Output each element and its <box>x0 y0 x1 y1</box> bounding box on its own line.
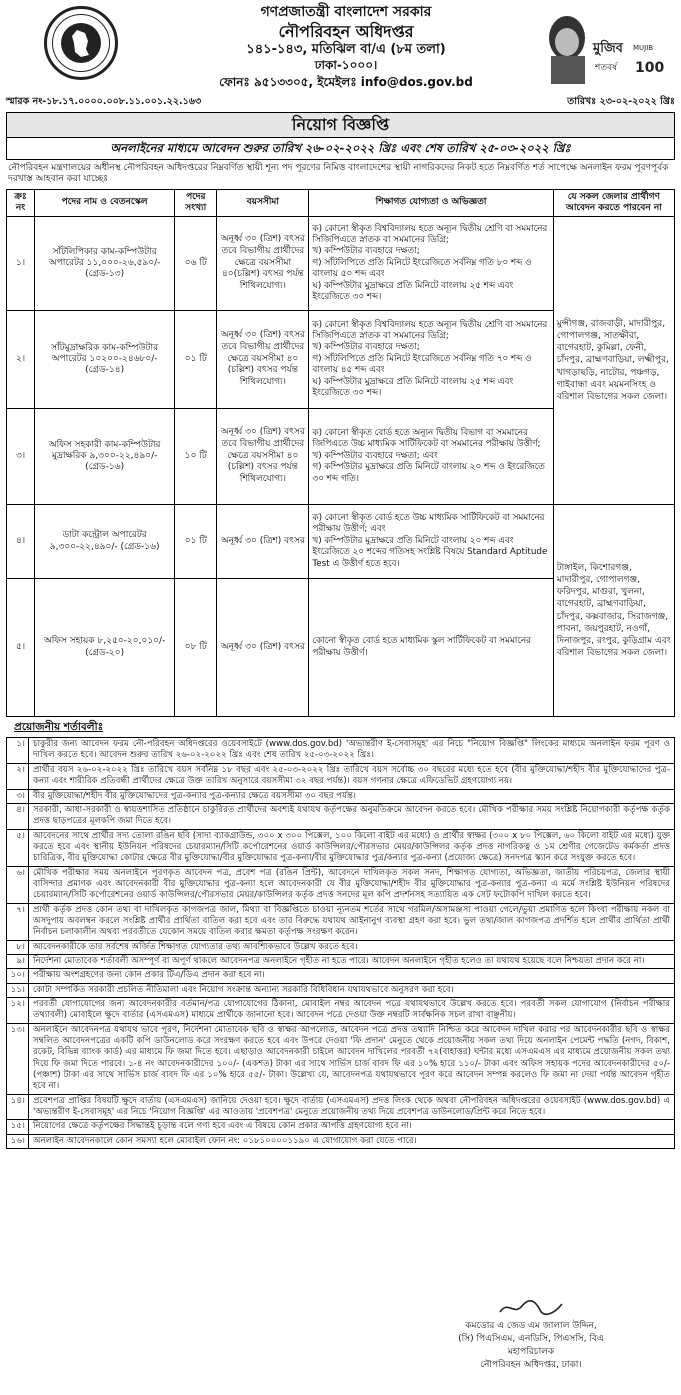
table-header-row <box>7 189 675 217</box>
header-serial: ক্রঃ নং <box>7 189 35 217</box>
condition-item: ১২। পরবর্তী যোগাযোগের জন্য আবেদনকারীর বর্তমান/পত্র যোগাযোগের ঠিকানা, মোবাইল নম্বর আবেদন পত্রে যথাযথভাবে উল্লেখ করতে হবে। পরবর্তী সকল যোগাযোগ (নির্বাচন পরীক্ষার তথ্যাবলী) মোবাইলে ক্ষুদে বার্তার (এসএমএস) মাধ্যমে প্রার্থীকে জানানো হবে। আবেদন পত্রে দেওয়া উক্ত নম্বরটি সার্বক্ষনিক সচল রাখা বাঞ্ছনীয়। <box>7 998 675 1024</box>
signature-mark <box>496 1298 566 1318</box>
condition-item: ৫। আবেদনের সাথে প্রার্থীর সদ্য তোলা রঙিন ছবি (সাদা ব্যাকগ্রাউন্ড, ৩০০ x ৩০০ পিক্সেল, ১০০ কিলো বাইট এর মধ্যে) ও প্রার্থীর স্বাক্ষর (৩০০ x ৮০ পিক্সেল, ৬০ কিলো বাইট এর মধ্যে) যুক্ত করতে হবে এবং স্থানীয় ইউনিয়ন পরিষদের চেয়ারম্যান/সিটি কর্পোরেশনের ওয়ার্ড কাউন্সিলর/পৌরসভার মেয়র/কাউন্সিলর কর্তৃক প্রদত্ত নাগরিকত্ব ও ১ম শ্রেণীর গেজেটেড কর্মকর্তা প্রদত্ত চারিত্রিক, বীর মুক্তিযোদ্ধা কোটার ক্ষেত্রে বীর মুক্তিযোদ্ধা/বীর মুক্তিযোদ্ধার পুত্র-কন্যা/বীর মুক্তিযোদ্ধার পুত্র/কন্যার পুত্র-কন্যা (প্রযোজ্য ক্ষেত্রে) সনদপত্র স্ক্যান করে সংযুক্ত করতে হবে। <box>7 830 675 867</box>
header-qualification: শিক্ষাগত যোগ্যতা ও অভিজ্ঞতা <box>309 189 553 217</box>
conditions-list <box>6 737 675 1149</box>
row-qualification: কোনো স্বীকৃত বোর্ড হতে মাধ্যমিক স্কুল সার্টিফিকেট বা সমমানের পরীক্ষায় উত্তীর্ণ। <box>309 579 553 717</box>
row-post-name: অফিস সহকারী কাম-কম্পিউটার মুদ্রাক্ষরিক ৯,৩০০-২২,৪৯০/- (গ্রেড-১৬) <box>35 409 175 505</box>
condition-item: ১০। পরীক্ষায় অংশগ্রহণের জন্য কোন প্রকার টিএ/ডিএ প্রদান করা হবে না। <box>7 969 675 983</box>
condition-item: ৯। নির্দেশনা মোতাবেক শর্তাবলী অসম্পূর্ণ বা অপূর্ণ থাকলে আবেদনপত্র অনলাইনে গৃহীত না হতে পারে। আবেদন অনলাইনে গৃহীত হলেও তা যথাযথ হয়েছে বলে নিশ্চয়তা প্রদান করে না। <box>7 955 675 969</box>
vacancy-table <box>6 189 675 718</box>
row-post-count: ০১ টি <box>175 505 217 579</box>
table-row <box>7 217 675 311</box>
header-excluded-districts: যে সকল জেলার প্রার্থীগণ আবেদন করতে পারবেন না <box>553 189 674 217</box>
signatory-credentials: (সি) পিএসিএম, এনডিসি, পিএসসি, বিএ <box>458 1334 604 1345</box>
government-seal-icon <box>44 6 118 80</box>
row-qualification: ক) কোনো স্বীকৃত বিশ্ববিদ্যালয় হতে অন্যূন দ্বিতীয় শ্রেণি বা সমমানের সিজিপিএতে স্নাতক বা সমমানের ডিগ্রি; খ) কম্পিউটার ব্যবহারে দক্ষতা; গ) সাঁটলিপিতে প্রতি মিনিটে ইংরেজিতে সর্বনিম্ন গতি ৭০ শব্দ ও বাংলায় ৪৫ শব্দ এবং ঘ) কম্পিউটার মুদ্রাক্ষরে প্রতি মিনিটে বাংলায় ২৫ শব্দ এবং ইংরেজিতে ৩০ শব্দ। <box>309 311 553 409</box>
condition-item: ৭। প্রার্থী কর্তৃক প্রদত্ত কোন তথ্য বা দাখিলকৃত কাগজপত্র জাল, মিথ্যা বা বিজ্ঞপ্তিতে চাওয়া ন্যূনতম শর্তের সাথে গরমিল/অসামঞ্জস্য পাওয়া গেলে/ভুয়া প্রমাণিত হলে কিংবা পরীক্ষায় নকল বা অসদুপায় অবলম্বন করলে সংশ্লিষ্ট প্রার্থীর প্রার্থিতা বাতিল করা হবে এবং তার বিরুদ্ধে যথাযথ আইনানুগ ব্যবস্থা গ্রহণ করা হবে। ভুল তথ্য/জাল কাগজপত্র প্রদর্শিত হলে প্রার্থীর প্রার্থিতা প্রার্থী নির্বাচন চলাকালীন অথবা পরবর্তীতে যেকোন সময়ে বাতিল করার ক্ষমতা কর্তৃপক্ষ সংরক্ষণ করেন। <box>7 904 675 941</box>
row-serial: ৫। <box>7 579 35 717</box>
row-qualification: ক) কোনো স্বীকৃত বোর্ড হতে উচ্চ মাধ্যমিক সার্টিফিকেট বা সমমানের পরীক্ষায় উত্তীর্ণ; এবং খ) কম্পিউটার মুদ্রাক্ষরে প্রতি মিনিটে বাংলায় ২০ শব্দ এবং ইংরেজিতে ২০ শব্দের গতিসহ সংশ্লিষ্ট বিষয়ে Standard Aptitude Test এ উত্তীর্ণ হতে হবে। <box>309 505 553 579</box>
row-age-limit: অনূর্ধ্ব ৩০ (ত্রিশ) বৎসর তবে বিভাগীয় প্রার্থীদের ক্ষেত্রে বয়সসীমা ৪০ (চল্লিশ) বৎসর পর্যন্ত শিথিলযোগ্য। <box>217 409 309 505</box>
signature-block <box>411 1298 651 1372</box>
mujib-centenary-logo <box>537 8 667 86</box>
row-post-name: অফিস সহায়ক ৮,২৫০-২০,০১০/- (গ্রেড-২০) <box>35 579 175 717</box>
svg-text:শতবর্ষ: শতবর্ষ <box>595 63 618 73</box>
row-age-limit: অনূর্ধ্ব ৩০ (ত্রিশ) বৎসর <box>217 505 309 579</box>
memo-number: স্মারক নং-১৮.১৭.০০০০.০০৮.১১.০০১.২২.১৬৩ <box>6 96 202 107</box>
signatory-name: কমডোর এ জেড এম জালাল উদ্দিন, <box>465 1321 597 1331</box>
row-age-limit: অনূর্ধ্ব ৩০ (ত্রিশ) বৎসর তবে বিভাগীয় প্রার্থীদের ক্ষেত্রে বয়সসীমা ৪০(চল্লিশ) বৎসর পর্যন্ত শিথিলযোগ্য। <box>217 217 309 311</box>
svg-text:MUJIB: MUJIB <box>633 44 654 52</box>
condition-item: ৩। বীর মুক্তিযোদ্ধা/শহীদ বীর মুক্তিযোদ্ধাদের পুত্র-কন্যার পুত্র-কন্যার ক্ষেত্রে বয়সসীমা ৩০ বছর পর্যন্ত। <box>7 790 675 804</box>
row-post-name: ডাটা কন্ট্রোল অপারেটর ৯,৩০০-২২,৪৯০/- (গ্রেড-১৬) <box>35 505 175 579</box>
letterhead <box>6 0 675 110</box>
row-age-limit: অনূর্ধ্ব ৩০ (ত্রিশ) বৎসর তবে বিভাগীয় প্রার্থীদের ক্ষেত্রে বয়সসীমা ৪০ (চল্লিশ) বৎসর পর্যন্ত শিথিলযোগ্য। <box>217 311 309 409</box>
header-post-name: পদের নাম ও বেতনস্কেল <box>35 189 175 217</box>
svg-text:মুজিব: মুজিব <box>593 41 623 56</box>
application-dates: অনলাইনের মাধ্যমে আবেদন শুরুর তারিখ ২৬-০২-২০২২ খ্রিঃ এবং শেষ তারিখ ২৫-০৩-২০২২ খ্রিঃ <box>6 138 675 160</box>
condition-item: ১। চাকুরীর জন্য আবেদন ফরম নৌ-পরিবহন অধিদপ্তরের ওয়েবসাইটে (www.dos.gov.bd) 'অভ্যন্তরীণ ই-সেবাসমূহ' এর নিচে "নিয়োগ বিজ্ঞপ্তি" লিংকের মাধ্যমে অনলাইন ফরম পূরণ ও দাখিল করতে হবে। আবেদন শুরুর তারিখ ২৬-০২-২০২২ খ্রিঃ এবং শেষ তারিখ ২৫-০৩-২০২২ খ্রিঃ। <box>7 738 675 764</box>
contact-info: ফোনঃ ৯৫১৩৩০৫, ইমেইলঃ info@dos.gov.bd <box>219 74 473 89</box>
excluded-districts-group-1: মুন্সীগঞ্জ, রাজবাড়ী, মাদারীপুর, গোপালগঞ্জ, সাতক্ষীরা, বাগেরহাট, কুমিল্লা, ফেনী, চাঁদপুর, ব্রাহ্মণবাড়িয়া, লক্ষ্মীপুর, খাগড়াছড়ি, নাটোর, পঞ্চগড়, গাইবান্ধা এবং ময়মনসিংহ ও বরিশাল বিভাগের সকল জেলা। <box>553 217 674 505</box>
row-serial: ৩। <box>7 409 35 505</box>
row-post-name: সাঁটমুদ্রাক্ষরিক কাম-কম্পিউটার অপারেটর ১০২০০-২৪৬৮০/- (গ্রেড-১৪) <box>35 311 175 409</box>
condition-item: ৪। সরকারী, আধা-সরকারী ও স্বায়ত্তশাসিত প্রতিষ্ঠানে চাকুরিরত প্রার্থীদের অবশ্যই যথাযথ কর্তৃপক্ষের অনুমতিক্রমে আবেদন করতে হবে। মৌখিক পরীক্ষার সময় সংশ্লিষ্ট নিয়োগকারী কর্তৃপক্ষ কর্তৃক প্রদত্ত ছাড়পত্রের মূলকপি জমা দিতে হবে। <box>7 804 675 830</box>
row-post-name: সাঁটলিপিকার কাম-কম্পিউটার অপারেটর ১১,০০০-২৬,৫৯০/- (গ্রেড-১৩) <box>35 217 175 311</box>
row-serial: ৪। <box>7 505 35 579</box>
row-qualification: ক) কোনো স্বীকৃত বোর্ড হতে অন্যূন দ্বিতীয় বিভাগ বা সমমানের জিপিএতে উচ্চ মাধ্যমিক সার্টিফিকেট বা সমমানের পরীক্ষায় উত্তীর্ণ; খ) কম্পিউটার ব্যবহারে দক্ষতা; এবং গ) কম্পিউটার মুদ্রাক্ষরে প্রতি মিনিটে বাংলায় ২০ শব্দ ও ইংরেজিতে ৩০ শব্দ গতি। <box>309 409 553 505</box>
signatory-office: নৌপরিবহন অধিদপ্তর, ঢাকা। <box>480 1360 582 1371</box>
condition-item: ১৬। অনলাইন আবেদনকালে কোন সমস্যা হলে মোবাইল ফোন নং: ০১৮১০০০০১১৯০ এ যোগাযোগ করা যেতে পারে। <box>7 1135 675 1149</box>
office-address: ১৪১-১৪৩, মতিঝিল বা/এ (৮ম তলা) <box>246 41 446 57</box>
condition-item: ৮। আবেদনকারীকে তার সর্বশেষ অর্জিত শিক্ষাগত যোগ্যতার তথ্য আবশ্যিকভাবে উল্লেখ করতে হবে। <box>7 941 675 955</box>
memo-date: তারিখঃ ২৩-০২-২০২২ খ্রিঃ <box>567 96 675 107</box>
condition-item: ১৪। প্রবেশপত্র প্রাপ্তির বিষয়টি ক্ষুদে বার্তায় (এসএমএস) জানিয়ে দেওয়া হবে। ক্ষুদে বার্তায় (এসএমএস) প্রদত্ত লিংক থেকে অথবা নৌপরিবহন অধিদপ্তরের ওয়েবসাইট (www.dos.gov.bd) এ 'অভ্যন্তরীণ ই-সেবাসমূহ' এর নিচে 'নিয়োগ বিজ্ঞপ্তি' এর আওতায় 'প্রবেশপত্র' মেনুতে প্রয়োজনীয় তথ্য দিয়ে প্রবেশপত্র ডাউনলোড/প্রিন্ট করে নিতে হবে। <box>7 1095 675 1121</box>
department-name: নৌপরিবহন অধিদপ্তর <box>278 21 414 41</box>
svg-text:100: 100 <box>635 60 665 76</box>
row-post-count: ০৬ টি <box>175 217 217 311</box>
table-row <box>7 505 675 579</box>
row-serial: ১। <box>7 217 35 311</box>
condition-item: ১৫। নিয়োগের ক্ষেত্রে কর্তৃপক্ষের সিদ্ধান্তই চূড়ান্ত বলে গণ্য হবে এবং এ বিষয়ে কোন প্রকার আপত্তি গ্রহণযোগ্য হবে না। <box>7 1120 675 1134</box>
notice-title: নিয়োগ বিজ্ঞপ্তি <box>6 112 675 138</box>
excluded-districts-group-2: টাঙ্গাইল, কিশোরগঞ্জ, মাদারীপুর, গোপালগঞ্জ, ফরিদপুর, মাগুরা, খুলনা, বাগেরহাট, ব্রাহ্মণবাড়িয়া, চাঁদপুর, কক্সবাজার, সিরাজগঞ্জ, পাবনা, জয়পুরহাট, নওগাঁ, দিনাজপুর, রংপুর, কুড়িগ্রাম এবং বরিশাল বিভাগের সকল জেলা। <box>553 505 674 717</box>
notice-intro: নৌপরিবহন মন্ত্রণালয়ের অধীনস্থ নৌপরিবহন অধিদপ্তরের নিম্নবর্ণিত স্থায়ী শূন্য পদ পূরণের নিমিত্ত বাংলাদেশের স্থায়ী নাগরিকদের নিকট হতে নিম্নবর্ণিত শর্ত সাপেক্ষে অনলাইন ফরম পূরণপূর্বক দরখাস্ত আহবান করা যাচ্ছেঃ <box>8 163 669 185</box>
condition-item: ১১। কোটা সম্পর্কিত সরকারী প্রচলিত নীতিমালা এবং নিয়োগ সংক্রান্ত অন্যান্য সরকারি বিধিবিধান যথাযথভাবে অনুসরণ করা হবে। <box>7 984 675 998</box>
row-qualification: ক) কোনো স্বীকৃত বিশ্ববিদ্যালয় হতে অন্যূন দ্বিতীয় শ্রেণি বা সমমানের সিজিপিএতে স্নাতক বা সমমানের ডিগ্রি; খ) কম্পিউটার ব্যবহারে দক্ষতা; গ) সাঁটলিপিতে প্রতি মিনিটে ইংরেজিতে সর্বনিম্ন গতি ৮০ শব্দ ও বাংলায় ৫০ শব্দ এবং ঘ) কম্পিউটার মুদ্রাক্ষরে প্রতি মিনিটে বাংলায় ২৫ শব্দ এবং ইংরেজিতে ৩০ শব্দ। <box>309 217 553 311</box>
condition-item: ৬। মৌখিক পরীক্ষার সময় অনলাইনে পূরণকৃত আবেদন পত্র, প্রবেশ পত্র (রঙিন প্রিন্ট), আবেদনে দাখিলকৃত সকল সনদ, শিক্ষাগত যোগ্যতা, অভিজ্ঞতা, জাতীয় পরিচয়পত্র, জেলার স্থায়ী বাসিন্দার প্রমাণক এবং আবেদনকারী বীর মুক্তিযোদ্ধার পুত্র-কন্যা হলে আবেদনকারী যে বীর মুক্তিযোদ্ধা/শহীদ বীর মুক্তিযোদ্ধার পুত্র-কন্যার পুত্র-কন্যা এ মর্মে সংশ্লিষ্ট ইউনিয়ন পরিষদের চেয়ারম্যান/সিটি কর্পোরেশনের ওয়ার্ড কাউন্সিলর/পৌরসভার মেয়র/কাউন্সিলর কর্তৃক প্রদত্ত সনদের মূল কপি প্রদর্শনসহ সত্যায়িত এক সেট ফটোকপি দাখিল করতে হবে। <box>7 867 675 904</box>
row-age-limit: অনূর্ধ্ব ৩০ (ত্রিশ) বৎসর <box>217 579 309 717</box>
condition-item: ২। প্রার্থীর বয়স ২৬-০২-২০২২ খ্রিঃ তারিখে বয়স সর্বনিম্ন ১৮ বছর এবং ২৫-০৩-২০২২ খ্রিঃ তারিখে বয়স সর্বোচ্চ ৩০ বছরের মধ্যে হতে হবে (বীর মুক্তিযোদ্ধা/শহীদ বীর মুক্তিযোদ্ধাদের পুত্র-কন্যা এবং শারীরিক প্রতিবন্ধী প্রার্থীদের ক্ষেত্রে উক্ত তারিখ অনুসারে বয়সসীমা ৩২ বছর পর্যন্ত)। বয়স গণনার ক্ষেত্রে এফিডেভিট গ্রহণযোগ্য নয়। <box>7 764 675 790</box>
conditions-heading: প্রয়োজনীয় শর্তাবলীঃ <box>14 721 104 733</box>
header-post-count: পদের সংখ্যা <box>175 189 217 217</box>
signatory-designation: মহাপরিচালক <box>507 1347 555 1358</box>
row-serial: ২। <box>7 311 35 409</box>
office-city: ঢাকা-১০০০। <box>314 57 378 72</box>
row-post-count: ০৮ টি <box>175 579 217 717</box>
row-post-count: ০১ টি <box>175 311 217 409</box>
government-name: গণপ্রজাতন্ত্রী বাংলাদেশ সরকার <box>260 4 432 20</box>
condition-item: ১৩। অনলাইনে আবেদনপত্র যথাযথ ভাবে পূরণ, নির্দেশনা মোতাবেক ছবি ও স্বাক্ষর আপলোড, আবেদন পত্রে প্রদত্ত তথ্যাদি নিশ্চিত করে আবেদন দাখিল করার পর আবেদনকারীর ছবি ও স্বাক্ষর সম্বলিত আবেদনপত্রের একটি কপি ডাউনলোড করে সংরক্ষণ করতে হবে এবং উপরে দেওয়া 'ফি প্রদান' মেনুতে থেকে প্রয়োজনীয় সকল তথ্য দিয়ে অনলাইন পেমেন্ট পদ্ধতি (নগদ, বিকাশ, রকেট, বিভিন্ন ব্যাংক কার্ড) এর মাধ্যমে ফি জমা দিতে হবে। এছাড়াও আবেদনকারী চাইলে আবেদন দাখিলের পরবর্তী ৭২(বাহাত্তর) ঘন্টার মধ্যে এসএমএস এর মাধ্যমে প্রয়োজনীয় সকল তথ্য দিয়ে ফি জমা দিতে পারবে। ১-৪ নং আবেদনকারীদের ১০০/- (একশত) টাকা এর সাথে সার্ভিস চার্জ বাবদ ফি এর ১০% হারে ১১০/- টাকা এবং অফিস সহায়ক পদের আবেদনকারীদের ৫০/- (পঞ্চাশ) টাকা এর সাথে সার্ভিস চার্জ বাবদ ফি এর ১০% হারে ৫৫/- টাকা। উল্লেখ্য যে, আবেদনপত্র যথাযথভাবে পূরণ করে আবেদন সম্পন্ন করলেও ফি জমা না দেয়া পর্যন্ত আবেদন গৃহীত হবে না। <box>7 1024 675 1095</box>
row-post-count: ১০ টি <box>175 409 217 505</box>
header-age-limit: বয়সসীমা <box>217 189 309 217</box>
